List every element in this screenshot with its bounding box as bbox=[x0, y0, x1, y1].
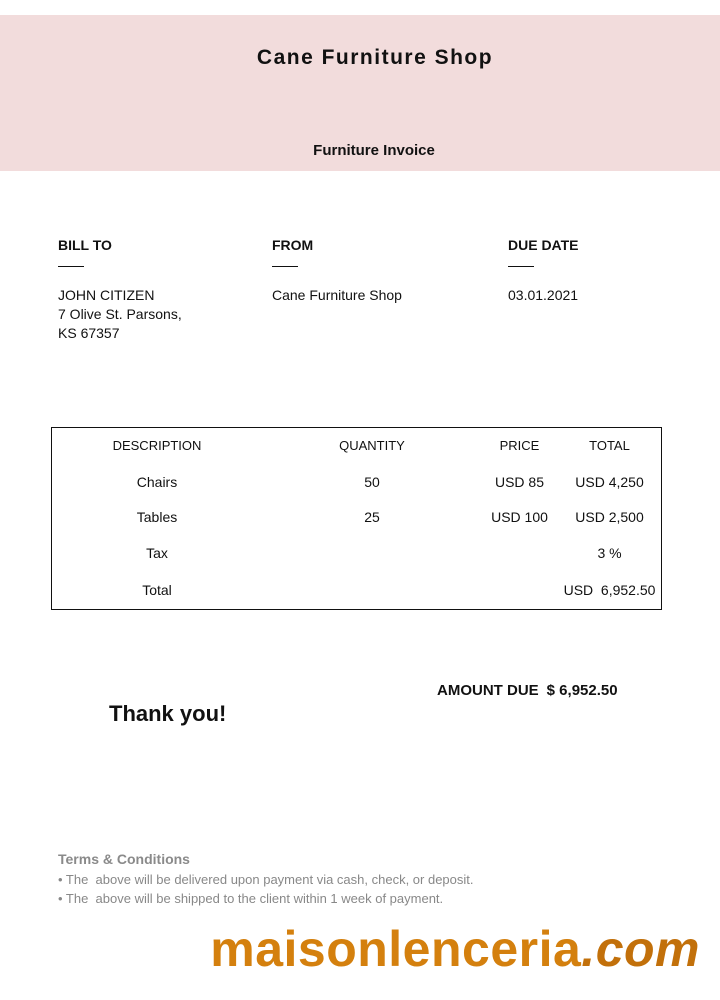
tax-label: Tax bbox=[146, 545, 168, 561]
amount-due-value: $ 6,952.50 bbox=[546, 682, 618, 699]
header-total: TOTAL bbox=[589, 438, 630, 453]
terms-item: • The above will be delivered upon payment via cash, check, or deposit. bbox=[58, 872, 474, 887]
row-total: USD 2,500 bbox=[575, 509, 644, 525]
header-description: DESCRIPTION bbox=[112, 438, 202, 453]
row-quantity: 50 bbox=[364, 474, 380, 490]
due-date-heading: DUE DATE bbox=[508, 237, 579, 253]
document-title: Furniture Invoice bbox=[313, 142, 435, 159]
from-address bbox=[272, 286, 402, 305]
due-date-rule bbox=[508, 266, 534, 267]
thank-you-note: Thank you! bbox=[109, 701, 227, 726]
tax-value: 3 % bbox=[597, 545, 622, 561]
due-date-section bbox=[508, 237, 579, 305]
shop-title: Cane Furniture Shop bbox=[256, 46, 494, 69]
amount-due bbox=[437, 682, 618, 699]
watermark-name: maisonlenceria bbox=[210, 921, 582, 977]
bill-to-rule bbox=[58, 266, 84, 267]
terms-section bbox=[58, 851, 474, 908]
header-quantity: QUANTITY bbox=[339, 438, 405, 453]
terms-heading: Terms & Conditions bbox=[58, 851, 190, 867]
from-heading: FROM bbox=[272, 237, 314, 253]
row-price: USD 100 bbox=[491, 509, 548, 525]
watermark-text bbox=[210, 920, 700, 978]
from-section bbox=[272, 237, 402, 305]
bill-to-city: KS 67357 bbox=[58, 325, 120, 341]
amount-due-label: AMOUNT DUE bbox=[437, 682, 539, 699]
due-date-value: 03.01.2021 bbox=[508, 287, 579, 303]
watermark-tld: .com bbox=[581, 921, 700, 977]
row-price: USD 85 bbox=[494, 474, 545, 490]
row-total: USD 4,250 bbox=[575, 474, 644, 490]
from-rule bbox=[272, 266, 298, 267]
from-name: Cane Furniture Shop bbox=[272, 287, 402, 303]
bill-to-section bbox=[58, 237, 182, 343]
bill-to-heading: BILL TO bbox=[58, 237, 112, 253]
terms-item: • The above will be shipped to the client within 1 week of payment. bbox=[58, 891, 444, 906]
total-label: Total bbox=[142, 582, 172, 598]
row-quantity: 25 bbox=[364, 509, 380, 525]
bill-to-address bbox=[58, 286, 182, 343]
header-price: PRICE bbox=[499, 438, 540, 453]
bill-to-name: JOHN CITIZEN bbox=[58, 287, 155, 303]
row-description: Tables bbox=[136, 509, 178, 525]
row-description: Chairs bbox=[136, 474, 178, 490]
total-value: USD 6,952.50 bbox=[563, 582, 656, 598]
invoice-items-table bbox=[51, 427, 662, 610]
bill-to-street: 7 Olive St. Parsons, bbox=[58, 306, 182, 322]
